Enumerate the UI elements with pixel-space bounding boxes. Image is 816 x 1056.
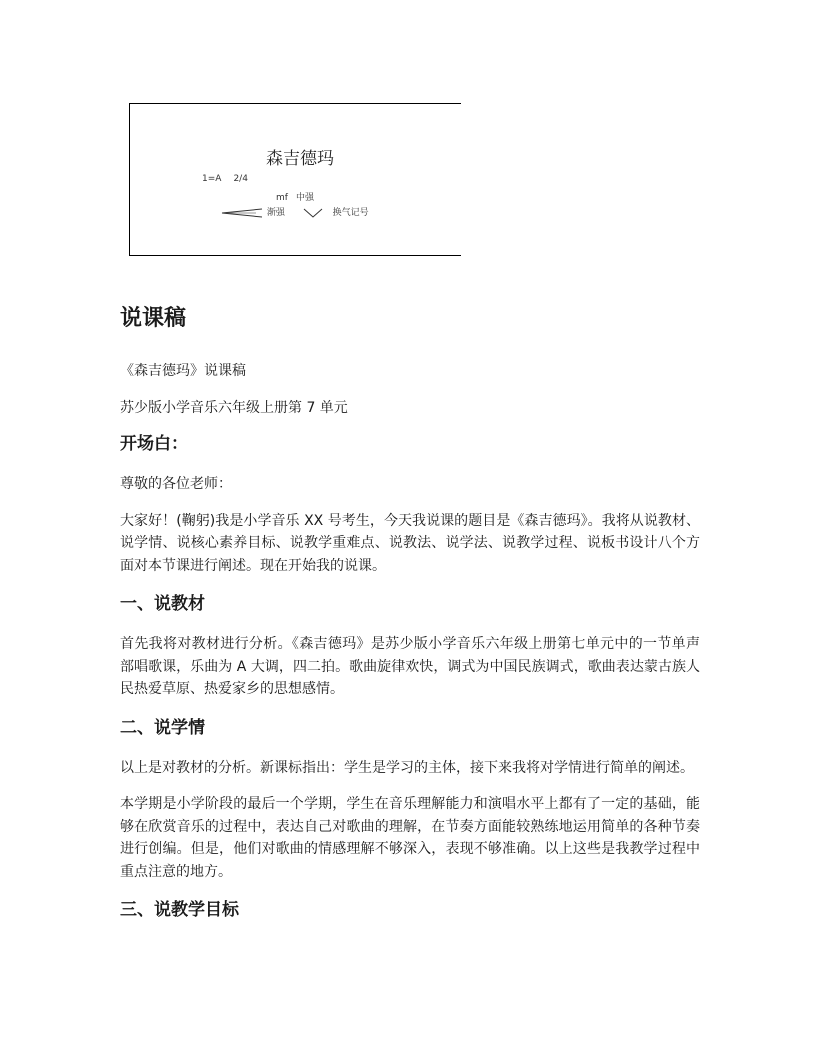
board-key: 1=A bbox=[202, 174, 222, 184]
board-dynamic bbox=[276, 190, 314, 203]
document-body bbox=[120, 302, 700, 939]
crescendo-icon bbox=[220, 208, 264, 218]
section-opening bbox=[120, 431, 700, 577]
section-textbook bbox=[120, 591, 700, 701]
board-dynamic-mark: mf bbox=[276, 193, 288, 203]
section-students bbox=[120, 715, 700, 884]
subtitle-line: 苏少版小学音乐六年级上册第 7 单元 bbox=[120, 399, 348, 416]
paragraph: 首先我将对教材进行分析。《森吉德玛》是苏少版小学音乐六年级上册第七单元中的一节单声部唱歌课，乐曲为 A 大调，四二拍。歌曲旋律欢快，调式为中国民族调式，歌曲表达蒙古族人民热爱草原、热爱家乡的思想感情。 bbox=[120, 636, 700, 697]
section-objectives bbox=[120, 897, 700, 923]
section-heading: 一、说教材 bbox=[120, 594, 205, 614]
section-heading: 二、说学情 bbox=[120, 717, 205, 738]
board-key-signature bbox=[202, 174, 248, 184]
subtitle-line: 《森吉德玛》说课稿 bbox=[120, 363, 246, 379]
document-title: 说课稿 bbox=[120, 306, 187, 331]
board-meter: 2/4 bbox=[233, 174, 248, 184]
blackboard-design-figure bbox=[129, 103, 461, 256]
paragraph: 本学期是小学阶段的最后一个学期，学生在音乐理解能力和演唱水平上都有了一定的基础，能够在欣赏音乐的过程中，表达自己对歌曲的理解，在节奏方面能较熟练地运用简单的各种节奏进行创编。但是，他们对歌曲的情感理解不够深入，表现不够准确。以上这些是我教学过程中重点注意的地方。 bbox=[120, 796, 700, 880]
section-heading: 三、说教学目标 bbox=[120, 900, 239, 920]
paragraph: 以上是对教材的分析。新课标指出：学生是学习的主体，接下来我将对学情进行简单的阐述。 bbox=[120, 759, 694, 776]
section-heading: 开场白： bbox=[120, 434, 188, 454]
board-dynamic-label: 中强 bbox=[295, 193, 314, 203]
board-crescendo-label: 渐强 bbox=[266, 208, 285, 218]
board-breath-label: 换气记号 bbox=[332, 208, 369, 218]
board-title: 森吉德玛 bbox=[266, 149, 334, 169]
board-symbols-row bbox=[220, 205, 369, 218]
paragraph: 大家好！(鞠躬)我是小学音乐 XX 号考生，今天我说课的题目是《森吉德玛》。我将从说教材、说学情、说核心素养目标、说教学重难点、说教法、说学法、说教学过程、说板书设计八个方面对本节课进行阐述。现在开始我的说课。 bbox=[120, 512, 700, 574]
paragraph: 尊敬的各位老师： bbox=[120, 476, 232, 492]
breath-mark-icon bbox=[302, 208, 324, 218]
